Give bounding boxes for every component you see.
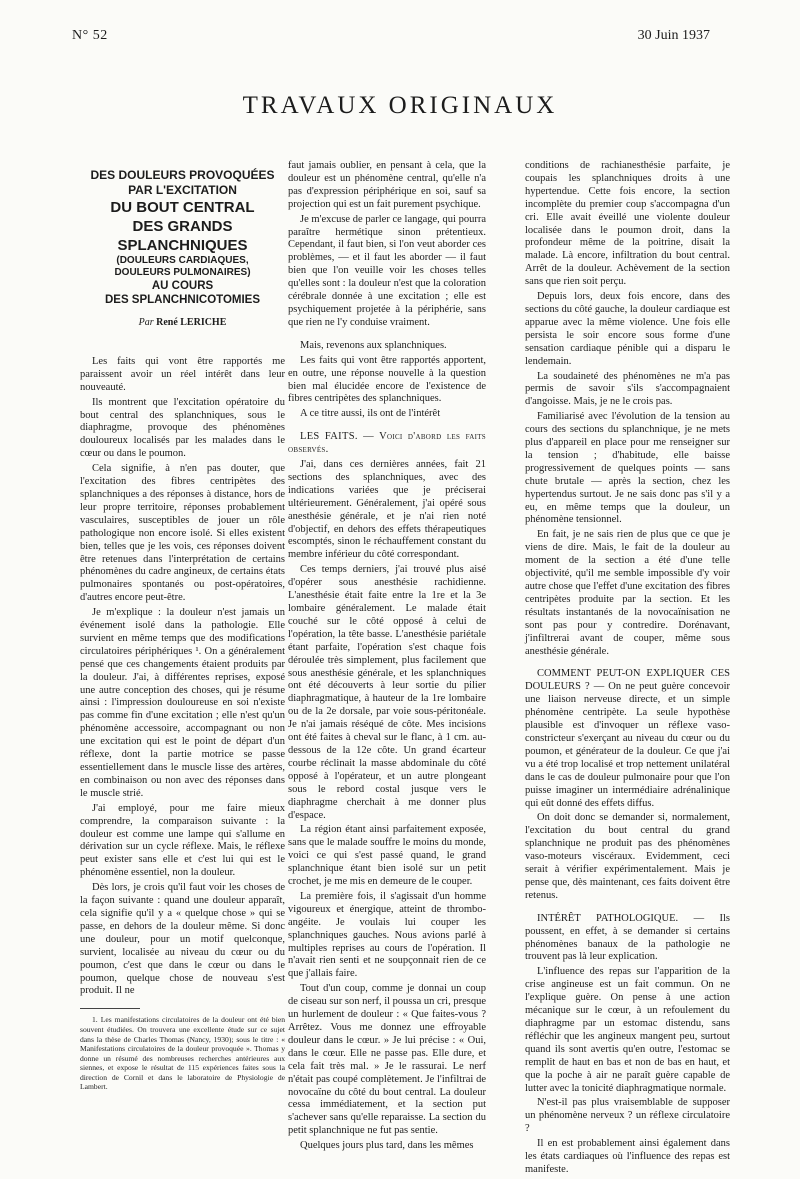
section-break — [288, 423, 486, 431]
paragraph: Familiarisé avec l'évolution de la tension au cours des sections du splanchnique, je ne mets plus d'appareil en place pour me renseigner sur la tension ; d'habitude, elle baisse progressivement de quelques points — sans chute brutale — après la section, chez les hypertendus surtout. Je ne sais donc pas s'il y a eu, en même temps que la douleur, un phénomène tensionnel. — [525, 411, 730, 526]
paragraph: Ils montrent que l'excitation opératoire du bout central des splanchniques, sous le diaphragme, provoque des phénomènes douloureux localisés par les malades dans le cœur ou dans le poumon. — [80, 396, 285, 460]
paragraph: faut jamais oublier, en pensant à cela, que la douleur est un phénomène central, qu'elle n'a pas d'expression périphérique en soi, sauf sa projection qui est un fait purement psychique. — [288, 160, 486, 210]
paragraph: La première fois, il s'agissait d'un homme vigoureux et énergique, atteint de thrombo-angéite. Je voulais lui couper les splanchniques gauches. Nous avions parlé à multiples reprises au cours de l'opération. Il n'avait rien senti et ne soupçonnait rien de ce que j'allais faire. — [288, 890, 486, 980]
article-subtitle-line: DOULEURS PULMONAIRES) — [114, 267, 251, 278]
paragraph: En fait, je ne sais rien de plus que ce que je viens de dire. Mais, le fait de la douleur au moment de la section a été d'une telle objectivité, qu'il me semble impossible d'y voir autre chose que l'effet d'une excitation des fibres centripètes produite par la section. Et les résultats instantanés de la novocaïnisation ne sont pas pour y contredire. Dorénavant, j'infiltrerai avant de couper, même sous anesthésie générale. — [525, 529, 730, 657]
article-subtitle-line: (DOULEURS CARDIAQUES, — [116, 255, 249, 266]
paragraph: Ces temps derniers, j'ai trouvé plus aisé d'opérer sous anesthésie rachidienne. L'anesthésie était faite entre la 1re et la 3e lombaire généralement. Le malade était couché sur le côté opposé à celui de l'opération, la tête basse. L'anesthésie pariétale étant parfaite, l'opération s'est chaque fois déroulée très simplement, plus facilement que sous anesthésie générale, et les splanchniques ont été découverts à leur sortie du pilier diaphragmatique, à hauteur de la 1re lombaire ou de la 2e dorsale, par voie sous-péritonéale. Je n'ai jamais réséqué de côte. Mes incisions ont été faites à cheval sur le flanc, à 1 cm. au-dessous de la 12e côte. Un grand écarteur courbe réclinait la masse abdominale du côté opposé à l'opérateur, et un autre plongeant sous le rebord costal jusque vers le diaphragme cherchait à me donner plus d'espace. — [288, 564, 486, 821]
paragraph: On doit donc se demander si, normalement, l'excitation du bout central du grand splanchnique ne produit pas des phénomènes vaso-moteurs viscéraux. Evidemment, ceci serait à vérifier expérimentalement. Mais je pense que, dès maintenant, ces faits doivent être retenus. — [525, 812, 730, 901]
section-heading-paragraph: INTÉRÊT PATHOLOGIQUE. — Ils poussent, en effet, à se demander si certains phénomènes banaux de la pathologie ne trouvent pas là leur explication. — [525, 912, 730, 963]
section-heading-paragraph: LES FAITS. — Voici d'abord les faits observés. — [288, 431, 486, 456]
column-1 — [80, 168, 285, 1094]
paragraph: Les faits qui vont être rapportés apportent, en outre, une réponse nouvelle à la question bien mal élucidée encore de l'existence de fibres centripètes des splanchniques. — [288, 354, 486, 405]
article-title-line: DES GRANDS SPLANCHNIQUES — [117, 218, 248, 254]
paragraph: Les faits qui vont être rapportés me paraissent avoir un réel intérêt dans leur nouveauté. — [80, 355, 285, 393]
paragraph: Depuis lors, deux fois encore, dans des sections du côté gauche, la douleur cardiaque est apparue avec la même violence. Une fois elle persista le soir encore sous forme d'une sensation cardiaque pénible qui a disparu le lendemain. — [525, 291, 730, 367]
paragraph: Je m'explique : la douleur n'est jamais un événement isolé dans la pathologie. Elle survient en même temps que des modifications circulatoires périphériques ¹. On a généralement pensé que ces changements étaient produits par la douleur. J'ai, à différentes reprises, exposé une autre conception des choses, qui je résume ainsi : l'impression douloureuse en soi n'existe pas comme fin d'une excitation ; elle n'est qu'un phénomène accessoire, accompagnant ou non une excitation qui est le point de départ d'un réflexe, dont la partie motrice se passe essentiellement dans le muscle lisse des artères, en combinaison ou non avec des réponses dans le muscle strié. — [80, 607, 285, 799]
article-subtitle-line: DES SPLANCHNICOTOMIES — [104, 294, 261, 306]
section-break — [288, 332, 486, 340]
section-break — [525, 660, 730, 668]
article-title — [80, 168, 285, 307]
page-header — [0, 28, 800, 48]
issue-number: N° 52 — [72, 28, 108, 43]
footnote-divider — [80, 1008, 140, 1009]
paragraph: Je m'excuse de parler ce langage, qui pourra paraître hermétique sinon prétentieux. Cependant, il faut bien, si l'on veut aborder ces problèmes, — et il faut les aborder — il faut bien que l'on veuille voir les choses telles qu'elles sont : la douleur n'est que la coloration cérébrale donnée à une excitation ; elle est psychiquement projetée à la périphérie, sans que rien ne l'y conduise vraiment. — [288, 213, 486, 328]
paragraph: Dès lors, je crois qu'il faut voir les choses de la façon suivante : quand une douleur apparaît, cela signifie qu'il y a « quelque chose » qui se passe, en dehors de la douleur même. Si donc une douleur, pour un motif quelconque, survient, localisée au niveau du cœur ou du poumon, c'est que dans le cœur ou dans le poumon, quelque chose de nouveau s'est produit. Il ne — [80, 882, 285, 997]
column-2 — [288, 160, 486, 1155]
paragraph: L'influence des repas sur l'apparition de la crise angineuse est un fait commun. On ne l'explique guère. On pense à une action mécanique sur le cœur, à un refoulement du diaphragme par un estomac distendu, sans réfléchir que les angineux mangent peu, surtout quand ils sont avertis qu'en outre, l'estomac se remplit de haut en bas et non de bas en haut, et que la poche à air ne paraît guère capable de lutter avec la tonicité diaphragmatique normale. — [525, 966, 730, 1094]
issue-date: 30 Juin 1937 — [637, 28, 710, 43]
paragraph: La région étant ainsi parfaitement exposée, sans que le malade souffre le moins du monde, voici ce qui s'est passé quand, le grand splanchnique étant bien isolé sur un petit crochet, je me mis en demeure de le couper. — [288, 824, 486, 888]
article-title-line: DU BOUT CENTRAL — [110, 199, 255, 216]
paragraph: La soudaineté des phénomènes ne m'a pas permis de savoir s'ils s'accompagnaient d'angoisse. Mais, je ne le crois pas. — [525, 370, 730, 408]
paragraph: J'ai employé, pour me faire mieux comprendre, la comparaison suivante : la douleur est comme une lampe qui s'allume en dérivation sur un cycle réflexe. Mais, le réflexe peut exister sans elle et c'est lui qui est le phénomène essentiel, non la douleur. — [80, 802, 285, 879]
section-break — [525, 905, 730, 913]
article-subtitle-line: AU COURS — [151, 280, 214, 292]
section-title: TRAVAUX ORIGINAUX — [242, 92, 558, 119]
footnote: 1. Les manifestations circulatoires de la douleur ont été bien souvent étudiées. On trouvera une excellente étude sur ce sujet dans la thèse de Charles Thomas (Nancy, 1930); sous le titre : « Manifestations circulatoires de la douleur provoquée ». Thomas y donne un résumé des nombreuses recherches antérieures aux siennes, et expose le résultat de 115 expériences faites sous la direction de Cornil et dans le laboratoire de Physiologie de Lambert. — [80, 1015, 285, 1092]
article-title-line: DES DOULEURS PROVOQUÉES — [90, 168, 275, 182]
column-3 — [525, 160, 730, 1179]
paragraph: A ce titre aussi, ils ont de l'intérêt — [300, 408, 441, 420]
paragraph: Il en est probablement ainsi également dans les états cardiaques où l'influence des repas est manifeste. — [525, 1138, 730, 1175]
paragraph: Quelques jours plus tard, dans les mêmes — [300, 1140, 474, 1152]
paragraph: Cela signifie, à n'en pas douter, que l'excitation des fibres centripètes des splanchniques a des réponses à distance, hors de leur propre territoire, réponses probablement vasculaires, susceptibles de jouer un rôle pathologique non encore isolé. Si elles existent bien, telles que je les vois, ces réponses doivent être retenues dans l'interprétation de certains phénomènes du cadre angineux, de certains états pulmonaires spontanés ou post-opératoires, d'autres encore peut-être. — [80, 463, 285, 604]
author-prefix: Par — [138, 317, 154, 328]
author-name: René LERICHE — [156, 317, 227, 328]
section-heading-paragraph: COMMENT PEUT-ON EXPLIQUER CES DOULEURS ? — On ne peut guère concevoir une liaison nerveuse directe, et un simple phénomène centripète. La seule hypothèse plausible est d'invoquer un réflexe vaso-constricteur s'exerçant au niveau du cœur ou du poumon, et générateur de la douleur. Ce que j'ai vu a été trop localisé et trop nettement unilatéral dans le cas de douleur pulmonaire pour que l'on puisse imaginer un intermédiaire adrénalinique qui eût donné des effets diffus. — [525, 668, 730, 809]
paragraph: N'est-il pas plus vraisemblable de supposer un phénomène nerveux ? un réflexe circulatoire ? — [525, 1097, 730, 1135]
article-author — [80, 317, 285, 330]
paragraph: conditions de rachianesthésie parfaite, je coupais les splanchniques droits à une hypertendue. Cette fois encore, la section incomplète du premier coup s'accompagna d'un cri. Elle avait éveillé une violente douleur localisée dans le poumon droit, dans la profondeur même de la poitrine, disait la malade. Là encore, infiltration du bout central. Arrêt de la douleur. Achèvement de la section sans que rien soit perçu. — [525, 160, 730, 288]
paragraph: J'ai, dans ces dernières années, fait 21 sections des splanchniques, avec des indications variées que je préciserai ultérieurement. Généralement, j'ai opéré sous anesthésie générale, et je n'ai rien noté d'objectif, en dehors des effets thérapeutiques escomptés, sinon le réchauffement constant du membre inférieur du côté correspondant. — [288, 459, 486, 561]
paragraph: Tout d'un coup, comme je donnai un coup de ciseau sur son nerf, il poussa un cri, presque un hurlement de douleur : « Que faites-vous ? Arrêtez. Vous me donnez une effroyable douleur dans le cœur. » Je lui précise : « Oui, dans le cœur. Elle ne passe pas. Elle dure, et cela fait très mal. » Je le rassurai. Le nerf n'était pas coupé complètement. Je l'infiltrai de novocaïne du côté du bout central. La douleur cessa immédiatement, et la section put s'achever sans qu'elle reparaisse. La section du petit splanchnique ne fut pas sentie. — [288, 983, 486, 1137]
paragraph: Mais, revenons aux splanchniques. — [300, 339, 447, 351]
article-title-line: PAR L'EXCITATION — [128, 183, 237, 197]
